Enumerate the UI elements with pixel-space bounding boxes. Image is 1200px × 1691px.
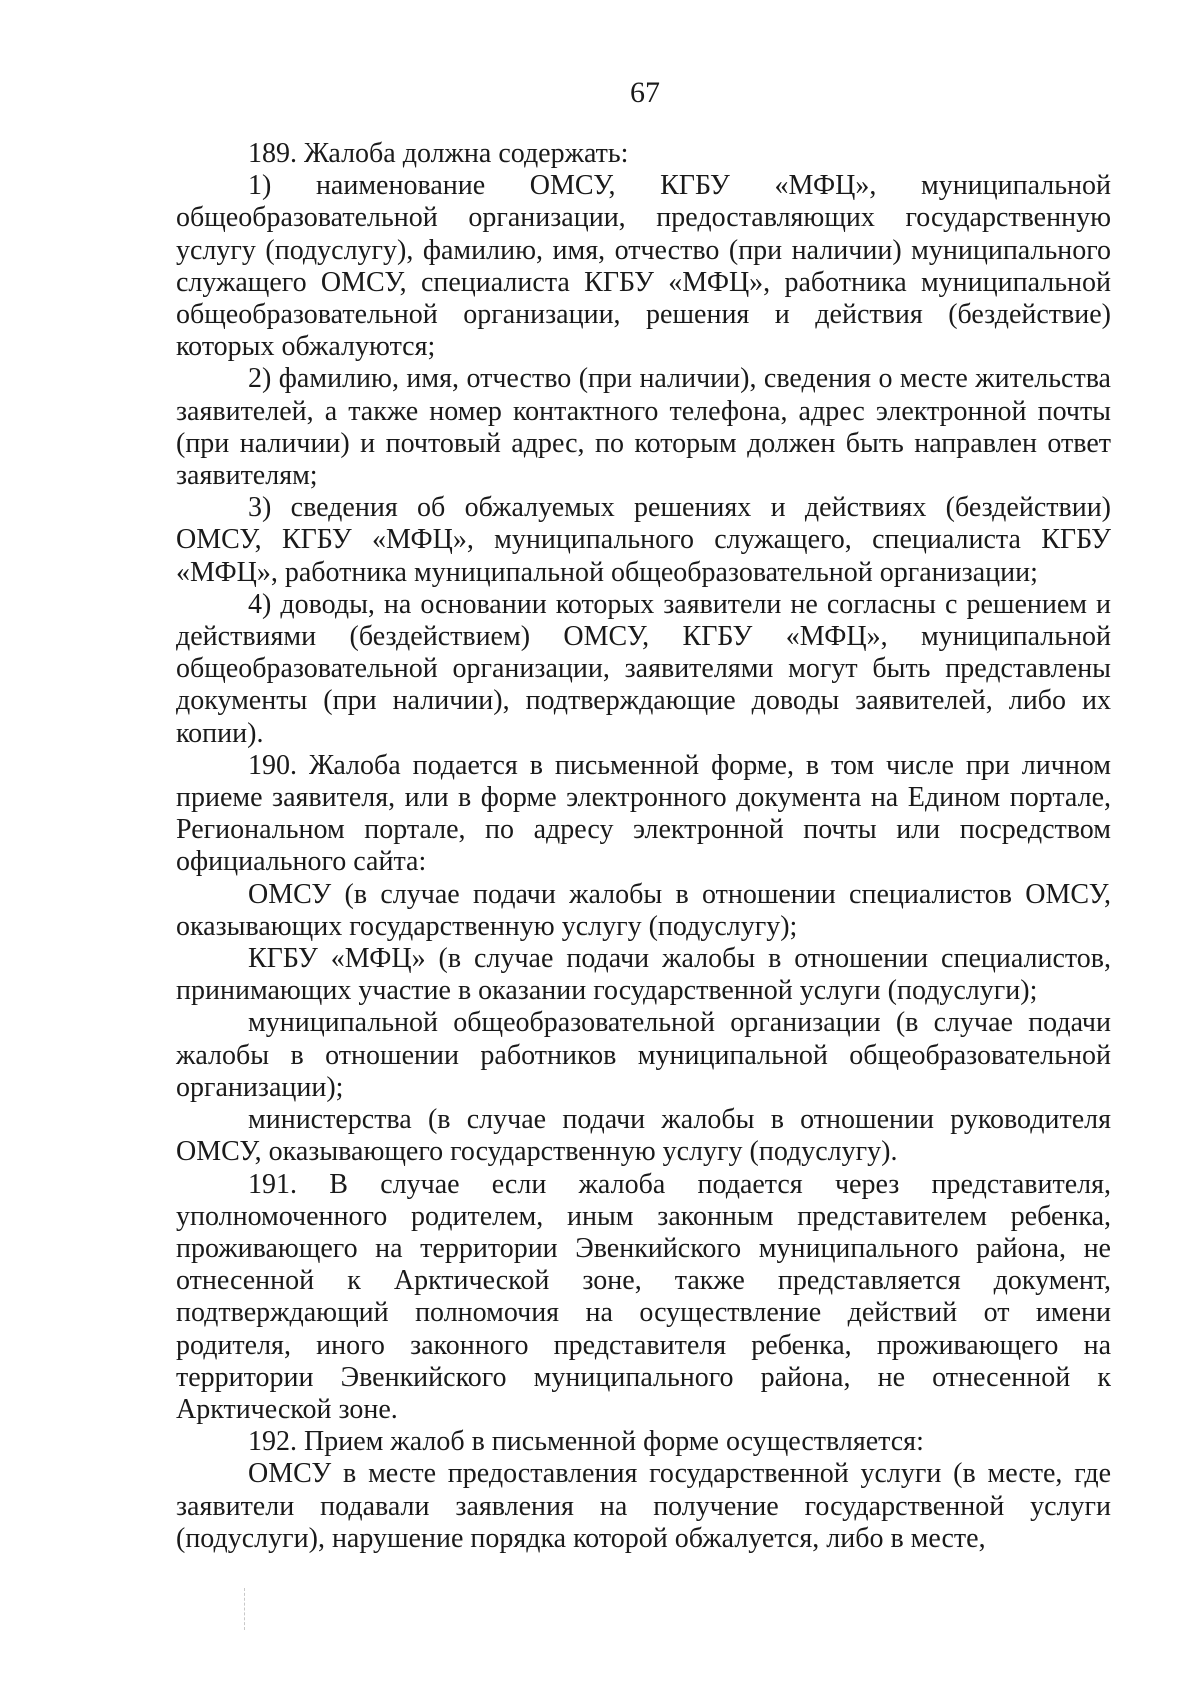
paragraph-190-mfc: КГБУ «МФЦ» (в случае подачи жалобы в отношении специалистов, принимающих участие в оказании государственной услуги (подуслуги); bbox=[176, 943, 1111, 1007]
paragraph-190-ministry: министерства (в случае подачи жалобы в отношении руководителя ОМСУ, оказывающего государственную услугу (подуслугу). bbox=[176, 1104, 1111, 1168]
scan-artifact-line bbox=[244, 1588, 246, 1630]
paragraph-192-omsu: ОМСУ в месте предоставления государственной услуги (в месте, где заявители подавали заявления на получение государственной услуги (подуслуги), нарушение порядка которой обжалуется, либо в месте, bbox=[176, 1458, 1111, 1554]
paragraph-189-item-2: 2) фамилию, имя, отчество (при наличии), сведения о месте жительства заявителей, а также номер контактного телефона, адрес электронной почты (при наличии) и почтовый адрес, по которым должен быть направлен ответ заявителям; bbox=[176, 363, 1111, 492]
paragraph-189-heading: 189. Жалоба должна содержать: bbox=[248, 138, 629, 169]
paragraph-190-school: муниципальной общеобразовательной организации (в случае подачи жалобы в отношении работников муниципальной общеобразовательной организации); bbox=[176, 1007, 1111, 1103]
paragraph-189-item-3: 3) сведения об обжалуемых решениях и действиях (бездействии) ОМСУ, КГБУ «МФЦ», муниципального служащего, специалиста КГБУ «МФЦ», работника муниципальной общеобразовательной организации; bbox=[176, 492, 1111, 588]
paragraph-191: 191. В случае если жалоба подается через представителя, уполномоченного родителем, иным законным представителем ребенка, проживающего на территории Эвенкийского муниципального района, не отнесенной к Арктической зоне, также представляется документ, подтверждающий полномочия на осуществление действий от имени родителя, иного законного представителя ребенка, проживающего на территории Эвенкийского муниципального района, не отнесенной к Арктической зоне. bbox=[176, 1168, 1111, 1425]
page-number: 67 bbox=[630, 76, 660, 109]
paragraph-189-item-4: 4) доводы, на основании которых заявители не согласны с решением и действиями (бездействием) ОМСУ, КГБУ «МФЦ», муниципальной общеобразовательной организации, заявителями могут быть представлены документы (при наличии), подтверждающие доводы заявителей, либо их копии). bbox=[176, 588, 1111, 749]
paragraph-192-heading: 192. Прием жалоб в письменной форме осуществляется: bbox=[248, 1426, 924, 1458]
paragraph-190-omsu: ОМСУ (в случае подачи жалобы в отношении специалистов ОМСУ, оказывающих государственную услугу (подуслугу); bbox=[176, 878, 1111, 942]
paragraph-190: 190. Жалоба подается в письменной форме, в том числе при личном приеме заявителя, или в форме электронного документа на Едином портале, Региональном портале, по адресу электронной почты или посредством официального сайта: bbox=[176, 749, 1111, 878]
document-body bbox=[176, 138, 1111, 1555]
paragraph-189-item-1: 1) наименование ОМСУ, КГБУ «МФЦ», муниципальной общеобразовательной организации, предоставляющих государственную услугу (подуслугу), фамилию, имя, отчество (при наличии) муниципального служащего ОМСУ, специалиста КГБУ «МФЦ», работника муниципальной общеобразовательной организации, решения и действия (бездействие) которых обжалуются; bbox=[176, 170, 1111, 363]
